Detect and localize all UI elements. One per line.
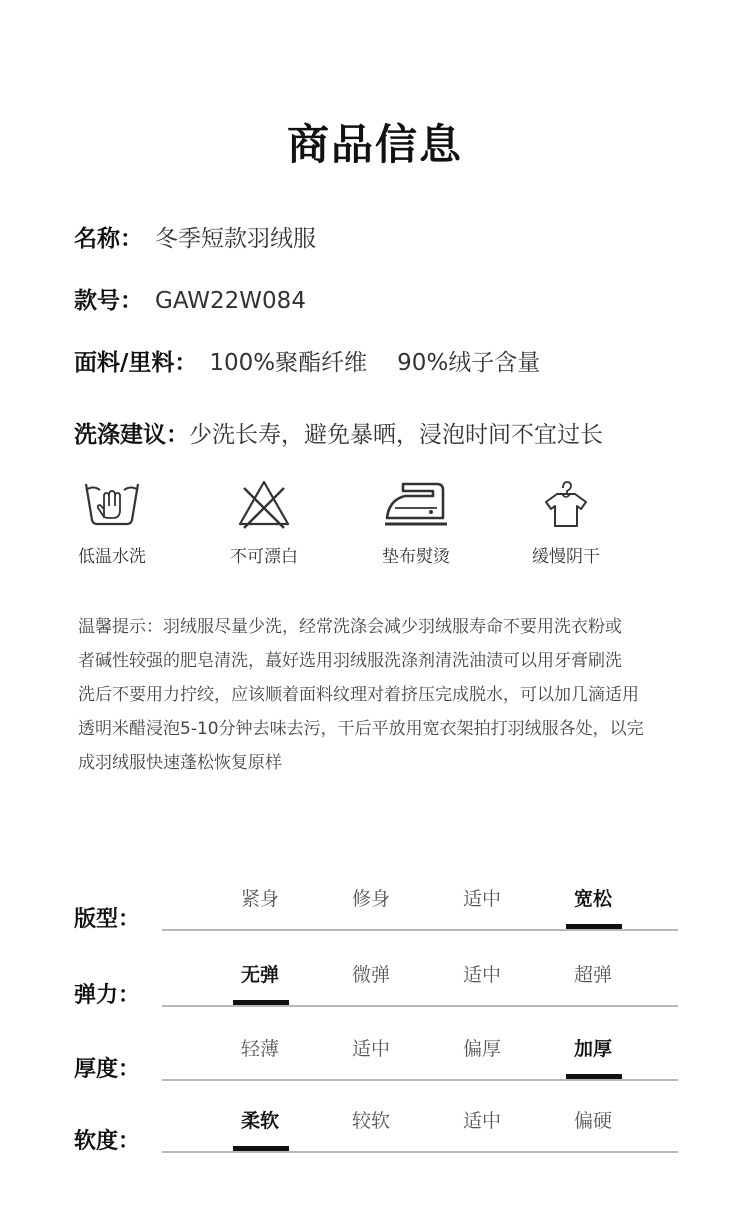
attr-thickness-option: 适中 xyxy=(351,1038,390,1060)
info-fabric-row xyxy=(74,344,540,377)
attr-softness-option: 较软 xyxy=(351,1110,390,1132)
attr-elasticity-option: 无弹 xyxy=(220,960,300,987)
code-value: GAW22W084 xyxy=(155,288,306,314)
care-tips xyxy=(78,610,678,780)
no-bleach-icon xyxy=(234,478,294,530)
attr-softness xyxy=(0,1106,750,1166)
tips-line: 者碱性较强的肥皂清洗，蕞好选用羽绒服洗涤剂清洗油渍可以用牙膏刷洗 xyxy=(78,651,622,671)
care-item-iron-with-cloth xyxy=(346,478,486,567)
shade-dry-icon xyxy=(536,478,596,530)
attr-thickness-option: 偏厚 xyxy=(462,1038,501,1060)
care-label-no-bleach: 不可漂白 xyxy=(230,547,298,567)
code-label: 款号： xyxy=(74,288,143,314)
attr-softness-label: 软度： xyxy=(74,1129,141,1154)
attr-softness-option: 偏硬 xyxy=(573,1110,612,1132)
tips-line: 温馨提示：羽绒服尽量少洗，经常洗涤会减少羽绒服寿命不要用洗衣粉或 xyxy=(78,617,622,637)
attr-elasticity-label: 弹力： xyxy=(74,983,141,1008)
tips-line: 透明米醋浸泡5-10分钟去味去污，干后平放用宽衣架拍打羽绒服各处，以完 xyxy=(78,719,644,739)
attr-fit-option: 适中 xyxy=(462,888,501,910)
attr-elasticity-option: 微弹 xyxy=(351,964,390,986)
tips-line: 洗后不要用力拧绞，应该顺着面料纹理对着挤压完成脱水，可以加几滴适用 xyxy=(78,685,639,705)
attr-elasticity-option: 超弹 xyxy=(573,964,612,986)
wash-label: 洗涤建议： xyxy=(74,422,189,448)
info-name-row xyxy=(74,220,316,253)
info-wash-row xyxy=(74,416,603,449)
tips-line: 成羽绒服快速蓬松恢复原样 xyxy=(78,753,282,773)
attr-thickness-option: 轻薄 xyxy=(240,1038,279,1060)
wash-value: 少洗长寿，避免暴晒，浸泡时间不宜过长 xyxy=(189,422,603,448)
care-label-shade-dry: 缓慢阴干 xyxy=(532,547,600,567)
attr-fit xyxy=(0,884,750,944)
name-value: 冬季短款羽绒服 xyxy=(155,226,316,252)
attr-fit-label: 版型： xyxy=(74,907,141,932)
care-label-low-temp-wash: 低温水洗 xyxy=(78,547,146,567)
name-label: 名称： xyxy=(74,226,143,252)
attr-softness-option: 柔软 xyxy=(220,1106,300,1133)
attr-thickness-label: 厚度： xyxy=(74,1057,141,1082)
iron-with-cloth-icon xyxy=(381,478,451,530)
attr-elasticity xyxy=(0,960,750,1020)
attr-softness-scale-line xyxy=(162,1151,678,1153)
attr-elasticity-scale-line xyxy=(162,1005,678,1007)
attr-thickness xyxy=(0,1034,750,1094)
attr-fit-scale-line xyxy=(162,929,678,931)
attr-fit-option: 宽松 xyxy=(553,884,633,911)
attr-thickness-scale-line xyxy=(162,1079,678,1081)
fabric-value-1: 100%聚酯纤维 xyxy=(209,350,368,376)
fabric-label: 面料/里料： xyxy=(74,350,198,376)
info-code-row xyxy=(74,282,306,315)
attr-elasticity-option: 适中 xyxy=(462,964,501,986)
fabric-value-2: 90%绒子含量 xyxy=(397,350,541,376)
page-title: 商品信息 xyxy=(286,120,463,169)
low-temp-wash-icon xyxy=(82,478,142,530)
attr-softness-option: 适中 xyxy=(462,1110,501,1132)
care-label-iron-with-cloth: 垫布熨烫 xyxy=(382,547,450,567)
attr-thickness-option: 加厚 xyxy=(553,1034,633,1061)
care-item-no-bleach xyxy=(194,478,334,567)
attr-fit-option: 修身 xyxy=(351,888,390,910)
care-item-shade-dry xyxy=(496,478,636,567)
care-item-low-temp-wash xyxy=(42,478,182,567)
attr-fit-option: 紧身 xyxy=(240,888,279,910)
